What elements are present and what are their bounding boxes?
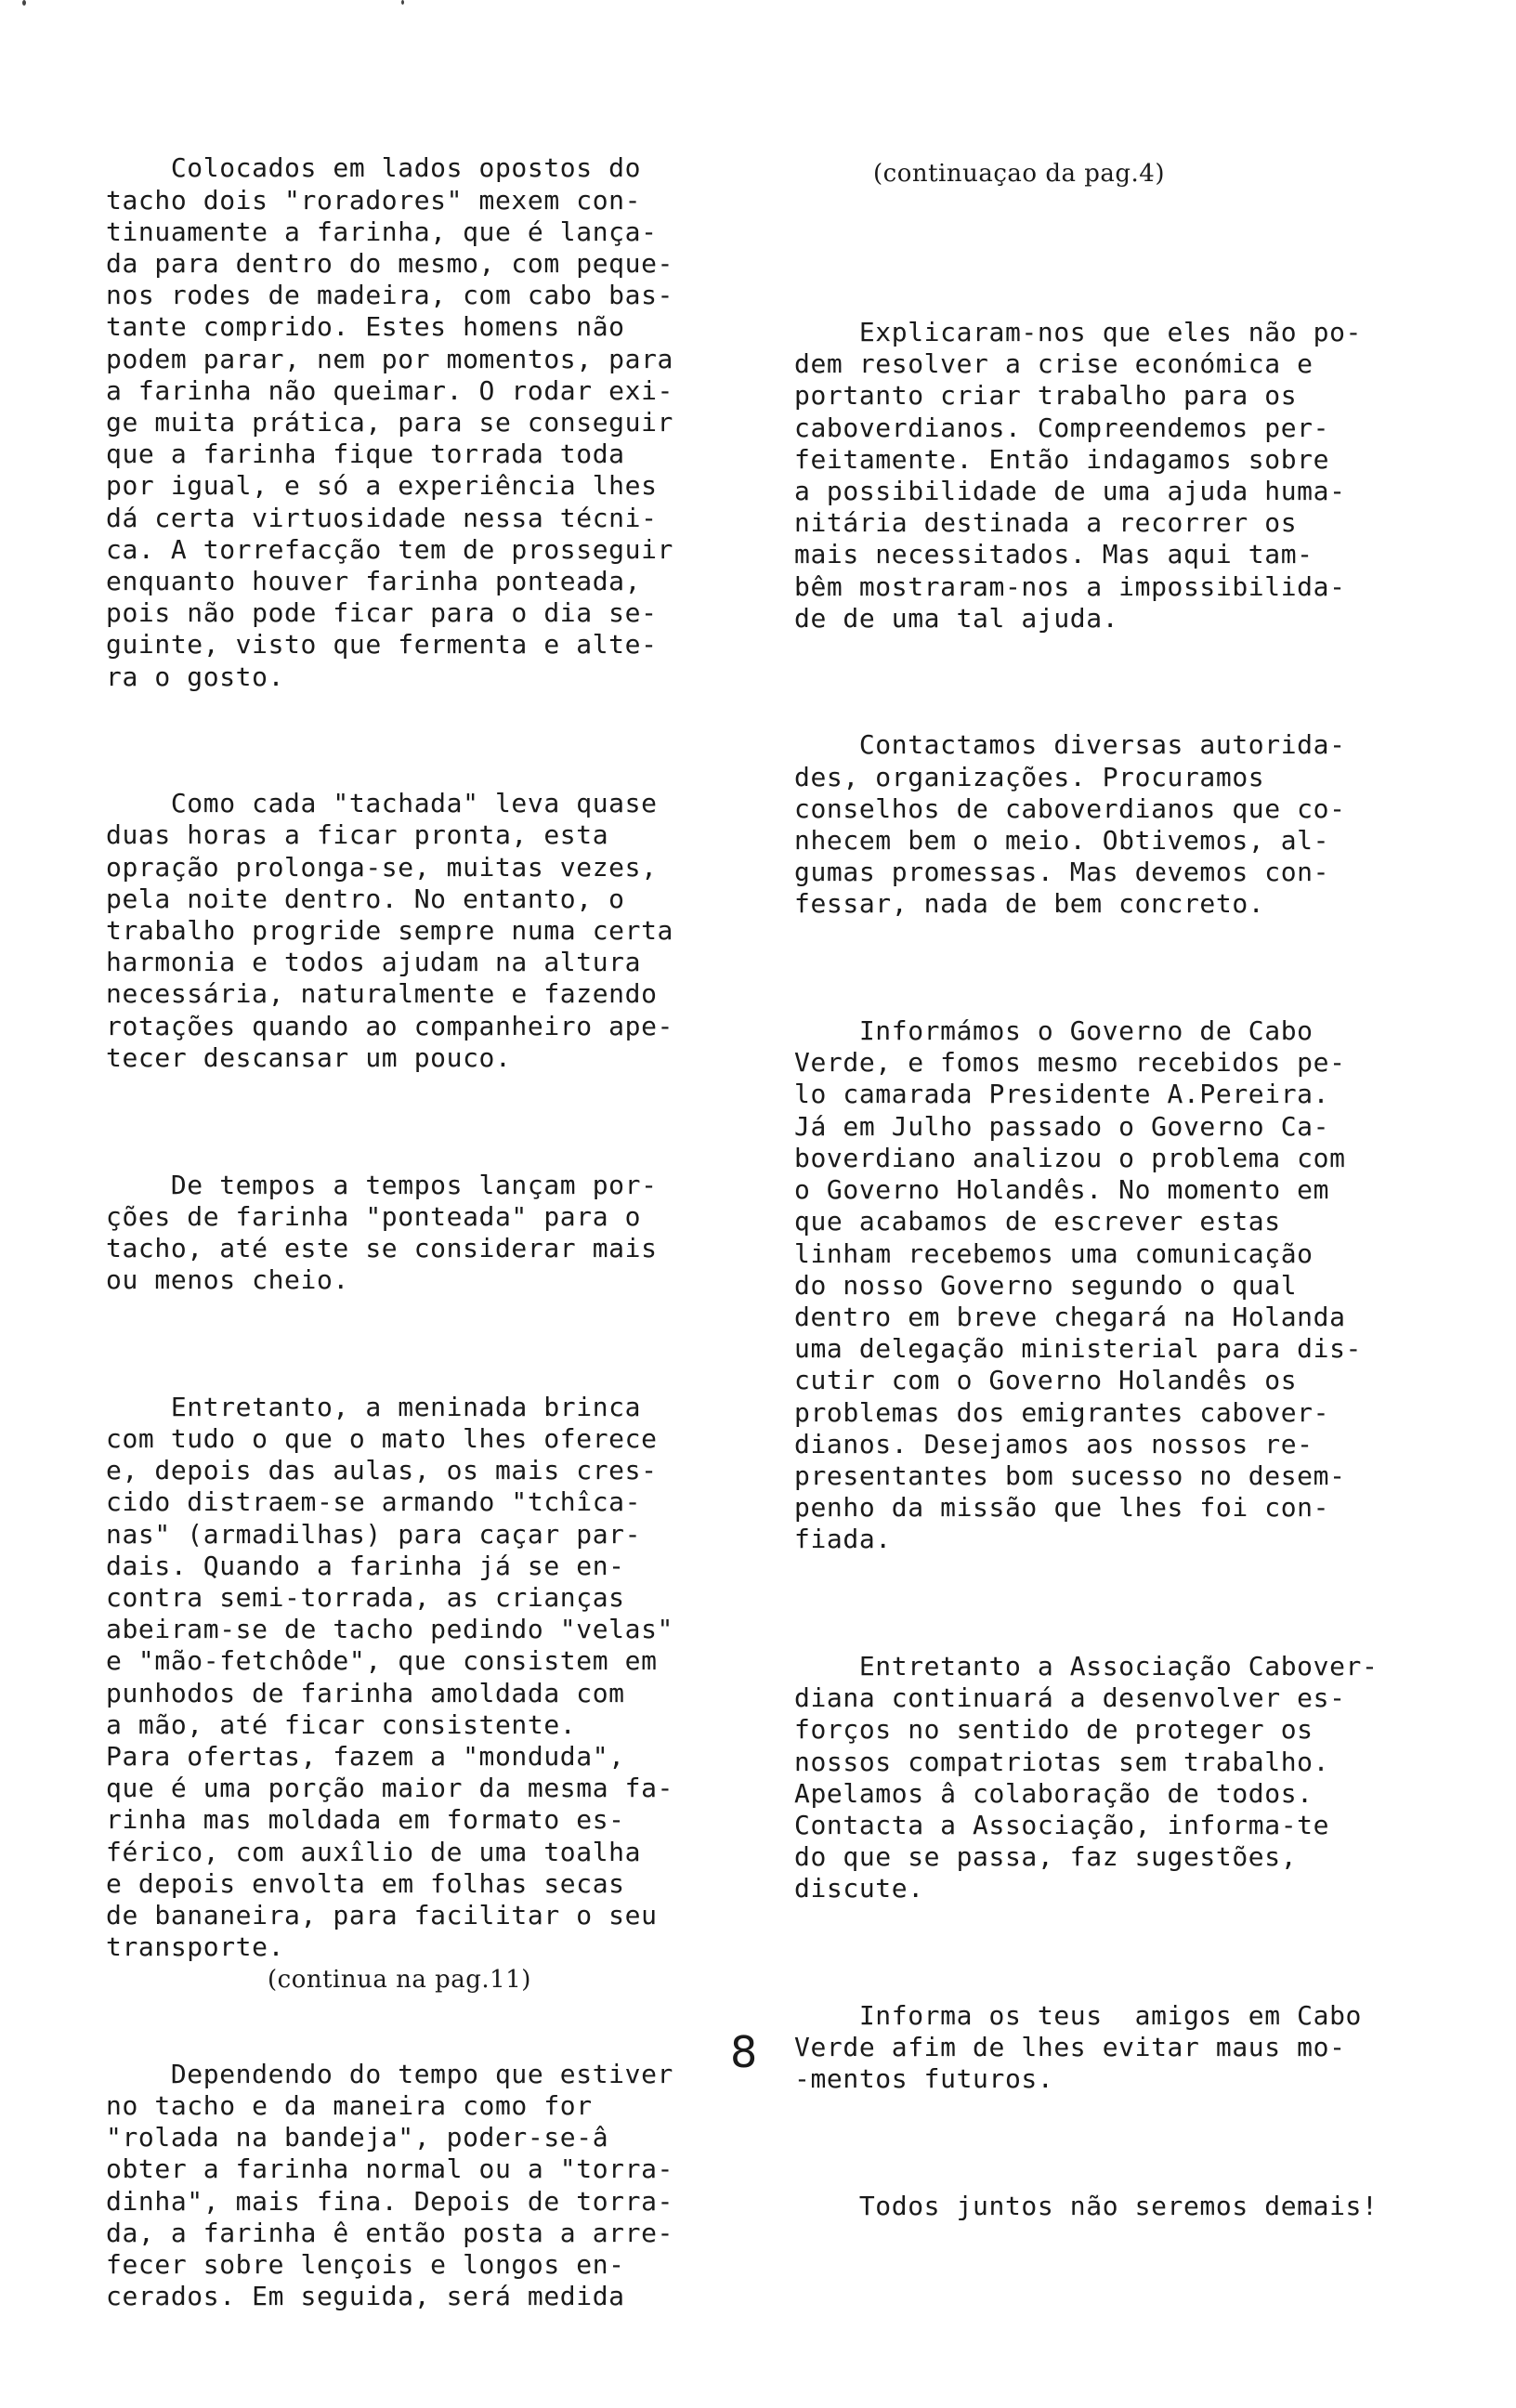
paragraph: Entretanto, a meninada brinca com tudo o que o mato lhes oferece e, depois das aulas, os mais cres- cido distraem-se armando "tchîca- nas" (armadilhas) para caçar par- dais. Quando a farinha já se en- contra semi-torrada, as crianças abeiram-se de tacho pedindo "velas" e "mão-fetchôde", que consistem em punhodos de farinha amoldada com a mão, até ficar consistente. Para ofertas, fazem a "monduda", que é uma porção maior da mesma fa- rinha mas moldada em formato es- férico, com auxîlio de uma toalha e depois envolta em folhas secas de bananeira, para facilitar o seu transporte. (106, 1391, 674, 1963)
paragraph: Como cada "tachada" leva quase duas horas a ficar pronta, esta opração prolonga-se, muitas vezes, pela noite dentro. No entanto, o trabalho progride sempre numa certa harmonia e todos ajudam na altura necessária, naturalmente e fazendo rotações quando ao companheiro ape- tecer descansar um pouco. (106, 788, 674, 1073)
paragraph: Informa os teus amigos em Cabo Verde afim de lhes evitar maus mo- -mentos futuros. (794, 1999, 1363, 2095)
paragraph: Dependendo do tempo que estiver no tacho e da maneira como for "rolada na bandeja", poder-se-â obter a farinha normal ou a "torra- dinha", mais fina. Depois de torra- da, a farinha ê então posta a arre- fecer sobre lençois e longos en- cerados. Em seguida, será medida (106, 2058, 674, 2312)
right-column (794, 95, 1463, 2318)
continuation-note: (continua na pag.11) (268, 1966, 531, 1994)
scan-speck (22, 0, 26, 6)
paragraph: Colocados em lados opostos do tacho dois "roradores" mexem con- tinuamente a farinha, que é lança- da para dentro do mesmo, com peque- nos rodes de madeira, com cabo bas- tante comprido. Estes homens não podem parar, nem por momentos, para a farinha não queimar. O rodar exi- ge muita prática, para se conseguir que a farinha fique torrada toda por igual, e só a experiência lhes dá certa virtuosidade nessa técni- ca. A torrefacção tem de prosseguir enquanto houver farinha ponteada, pois não pode ficar para o dia se- guinte, visto que fermenta e alte- ra o gosto. (106, 152, 674, 692)
continuation-header: (continuaçao da pag.4) (873, 160, 1165, 189)
paragraph: De tempos a tempos lançam por- ções de farinha "ponteada" para o tacho, até este se considerar mais ou menos cheio. (106, 1169, 658, 1296)
paragraph: Informámos o Governo de Cabo Verde, e fomos mesmo recebidos pe- lo camarada Presidente A.Pereira. Já em Julho passado o Governo Ca- boverdiano analizou o problema com o Governo Holandês. No momento em que acabamos de escrever estas linham recebemos uma comunicação do nosso Governo segundo o qual dentro em breve chegará na Holanda uma delegação ministerial para dis- cutir com o Governo Holandês os problemas dos emigrantes cabover- dianos. Desejamos aos nossos re- presentantes bom sucesso no desem- penho da missão que lhes foi con- fiada. (794, 1015, 1363, 1555)
paragraph: Explicaram-nos que eles não po- dem resolver a crise económica e portanto criar trabalho para os caboverdianos. Compreendemos per- feitamente. Então indagamos sobre a possibilidade de uma ajuda huma- nitária destinada a recorrer os mais necessitados. Mas aqui tam- bêm mostraram-nos a impossibilida- de de uma tal ajuda. (794, 317, 1363, 634)
scan-speck (401, 0, 404, 5)
paragraph: Entretanto a Associação Cabover- diana continuará a desenvolver es- forços no sentido de proteger os nossos compatriotas sem trabalho. Apelamos â colaboração de todos. Contacta a Associação, informa-te do que se passa, faz sugestões, discute. (794, 1650, 1379, 1904)
closing-line: Todos juntos não seremos demais! (794, 2190, 1379, 2221)
page-number: 8 (730, 2027, 758, 2077)
left-column (106, 89, 775, 2408)
paragraph: Contactamos diversas autorida- des, organizações. Procuramos conselhos de caboverdianos que co- nhecem bem o meio. Obtivemos, al- gumas promessas. Mas devemos con- fessar, nada de bem concreto. (794, 729, 1346, 920)
